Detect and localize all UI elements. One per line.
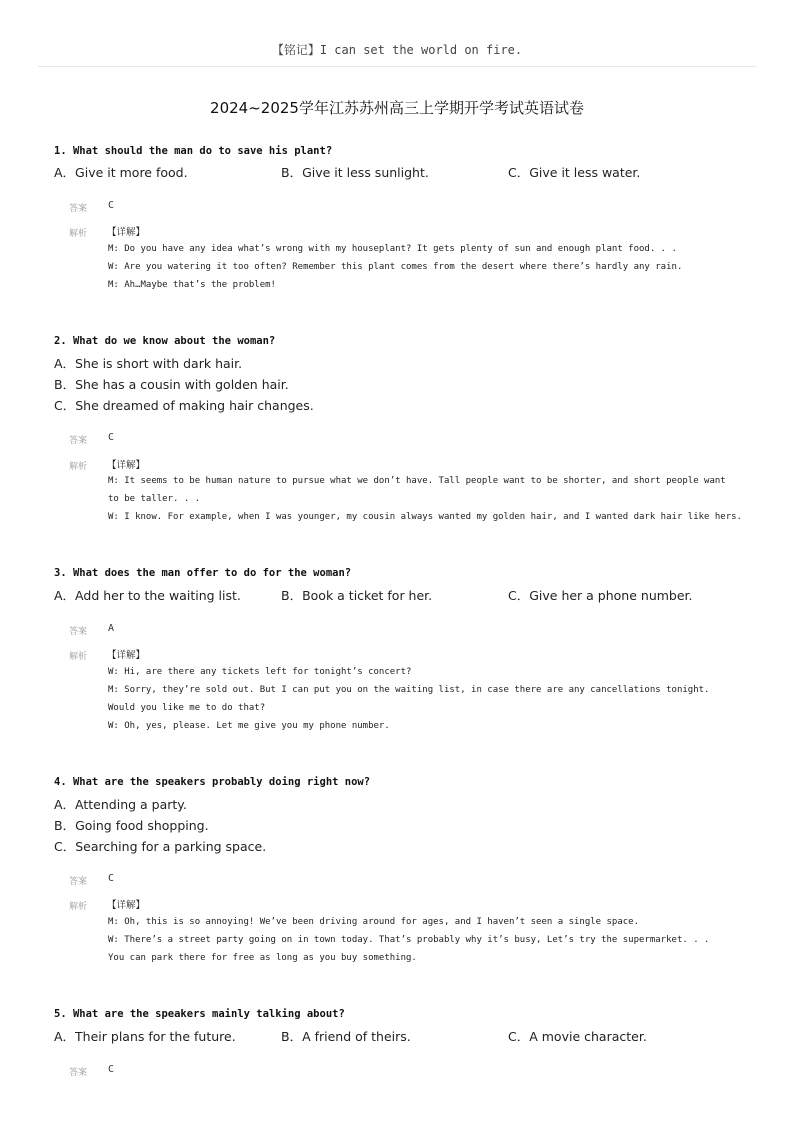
dialogue-line: W: Oh, yes, please. Let me give you my phone number. <box>108 721 390 731</box>
dialogue-line: W: There’s a street party going on in town today. That’s probably why it’s busy, Let’s try the supermarket. . . <box>108 935 710 945</box>
dialogue-line: M: Sorry, they’re sold out. But I can put you on the waiting list, in case there are any cancellations tonight. <box>108 685 710 695</box>
option-b: B．A friend of theirs. <box>281 1029 411 1044</box>
answer-value: A <box>108 623 115 634</box>
dialogue-line: M: Oh, this is so annoying! We’ve been driving around for ages, and I haven’t seen a single space. <box>108 917 640 927</box>
detail-heading: 【详解】 <box>107 650 146 661</box>
detail-heading: 【详解】 <box>107 227 146 238</box>
dialogue-line: W: I know. For example, when I was younger, my cousin always wanted my golden hair, and I wanted dark hair like hers. <box>108 512 742 522</box>
analysis-label: 解析 <box>69 229 88 239</box>
detail-heading: 【详解】 <box>107 460 146 471</box>
option-a: A．Add her to the waiting list. <box>54 588 241 603</box>
option-b: B．She has a cousin with golden hair. <box>54 377 289 392</box>
question-stem: 1. What should the man do to save his plant? <box>54 145 333 157</box>
option-c: C．Searching for a parking space. <box>54 839 267 854</box>
option-c: C．She dreamed of making hair changes. <box>54 398 314 413</box>
dialogue-line: You can park there for free as long as you buy something. <box>108 953 417 963</box>
answer-label: 答案 <box>69 1068 88 1078</box>
answer-label: 答案 <box>69 436 88 446</box>
option-a: A．Give it more food. <box>54 165 188 180</box>
exam-title: 2024~2025学年江苏苏州高三上学期开学考试英语试卷 <box>210 99 584 117</box>
option-c: C．A movie character. <box>508 1029 647 1044</box>
dialogue-line: M: Do you have any idea what’s wrong with my houseplant? It gets plenty of sun and enough plant food. . . <box>108 244 677 254</box>
answer-value: C <box>108 432 115 443</box>
analysis-label: 解析 <box>69 902 88 912</box>
option-c: C．Give it less water. <box>508 165 641 180</box>
question-stem: 3. What does the man offer to do for the woman? <box>54 567 352 579</box>
dialogue-line: W: Are you watering it too often? Remember this plant comes from the desert where there’s hardly any rain. <box>108 262 683 272</box>
dialogue-line: M: Ah…Maybe that’s the problem! <box>108 280 276 290</box>
answer-label: 答案 <box>69 877 88 887</box>
dialogue-line: W: Hi, are there any tickets left for tonight’s concert? <box>108 667 412 677</box>
dialogue-line: Would you like me to do that? <box>108 703 266 713</box>
option-a: A．She is short with dark hair. <box>54 356 243 371</box>
analysis-label: 解析 <box>69 462 88 472</box>
answer-value: C <box>108 1064 115 1075</box>
analysis-label: 解析 <box>69 652 88 662</box>
answer-value: C <box>108 200 115 211</box>
option-b: B．Give it less sunlight. <box>281 165 429 180</box>
page-header-motto: 【铭记】I can set the world on fire. <box>271 43 523 57</box>
option-a: A．Attending a party. <box>54 797 187 812</box>
header-divider <box>38 66 756 67</box>
dialogue-line: M: It seems to be human nature to pursue what we don’t have. Tall people want to be shorter, and short people want <box>108 476 726 486</box>
option-c: C．Give her a phone number. <box>508 588 693 603</box>
question-stem: 2. What do we know about the woman? <box>54 335 276 347</box>
question-stem: 4. What are the speakers probably doing right now? <box>54 776 371 788</box>
option-b: B．Going food shopping. <box>54 818 209 833</box>
detail-heading: 【详解】 <box>107 900 146 911</box>
dialogue-line: to be taller. . . <box>108 494 201 504</box>
answer-label: 答案 <box>69 204 88 214</box>
answer-label: 答案 <box>69 627 88 637</box>
option-b: B．Book a ticket for her. <box>281 588 433 603</box>
option-a: A．Their plans for the future. <box>54 1029 236 1044</box>
question-stem: 5. What are the speakers mainly talking about? <box>54 1008 345 1020</box>
answer-value: C <box>108 873 115 884</box>
